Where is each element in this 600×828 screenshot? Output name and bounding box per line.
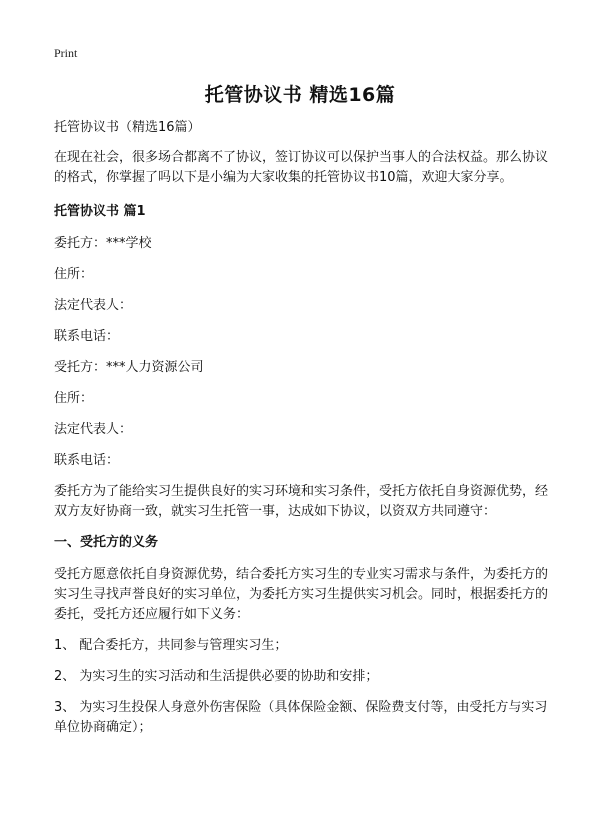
party-line-trustee-address: 住所： xyxy=(54,391,94,406)
obligation-item: 2、 为实习生的实习活动和生活提供必要的协助和安排； xyxy=(54,669,379,684)
agreement-intro-paragraph: 委托方为了能给实习生提供良好的实习环境和实习条件，受托方依托自身资源优势，经双方友好协商一致，就实习生托管一事，达成如下协议，以资双方共同遵守： xyxy=(54,484,549,519)
document-subtitle: 托管协议书（精选16篇） xyxy=(54,120,201,135)
party-line-trustee: 受托方：***人力资源公司 xyxy=(54,360,204,375)
print-link[interactable]: Print xyxy=(54,46,78,60)
clause-paragraph: 受托方愿意依托自身资源优势，结合委托方实习生的专业实习需求与条件，为委托方的实习生寻找声誉良好的实习单位，为委托方实习生提供实习机会。同时，根据委托方的委托，受托方还应履行如下义务： xyxy=(54,567,549,622)
clause-heading: 一、受托方的义务 xyxy=(54,535,159,550)
document-title: 托管协议书 精选16篇 xyxy=(204,84,396,106)
party-line-trustee-phone: 联系电话： xyxy=(54,453,120,468)
intro-paragraph: 在现在社会，很多场合都离不了协议，签订协议可以保护当事人的合法权益。那么协议的格式，你掌握了吗以下是小编为大家收集的托管协议书10篇，欢迎大家分享。 xyxy=(54,150,549,185)
party-line-client: 委托方：***学校 xyxy=(54,236,152,251)
section-heading: 托管协议书 篇1 xyxy=(54,204,146,219)
party-line-client-representative: 法定代表人： xyxy=(54,298,133,313)
document-body xyxy=(54,118,554,749)
party-line-client-address: 住所： xyxy=(54,267,94,282)
party-line-client-phone: 联系电话： xyxy=(54,329,120,344)
obligation-item: 1、 配合委托方，共同参与管理实习生； xyxy=(54,638,288,653)
party-line-trustee-representative: 法定代表人： xyxy=(54,422,133,437)
obligation-item: 3、 为实习生投保人身意外伤害保险（具体保险金额、保险费支付等，由受托方与实习单位协商确定）； xyxy=(54,700,548,735)
